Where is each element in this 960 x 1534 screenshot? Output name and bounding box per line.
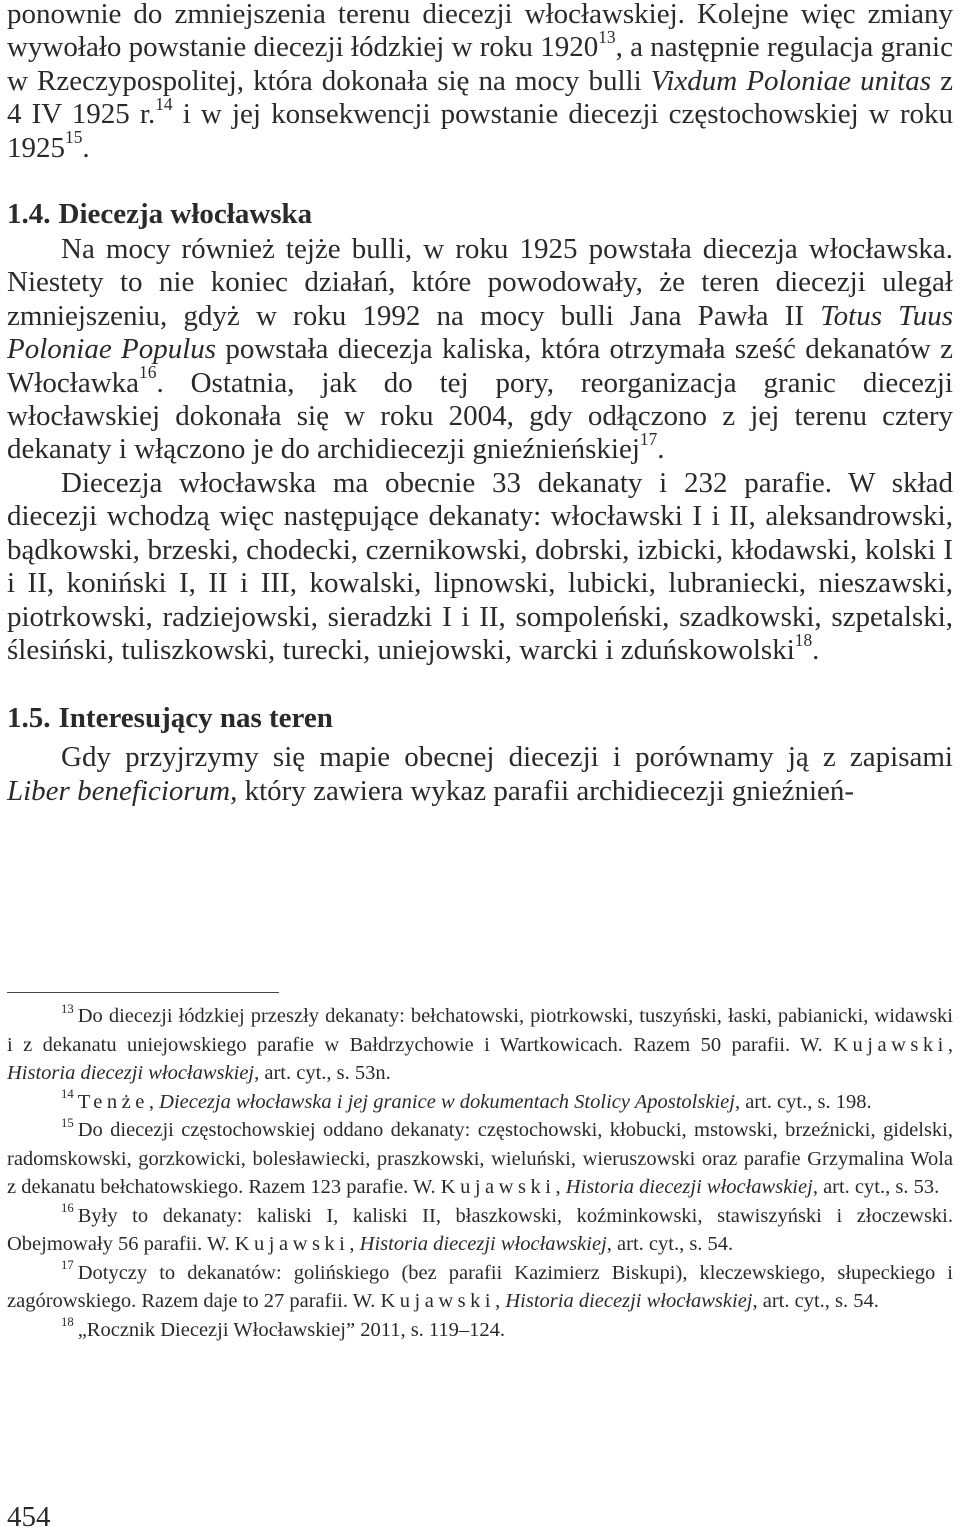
section-title: Diecezja włocławska <box>58 198 313 231</box>
footnote-number: 14 <box>61 1087 74 1102</box>
paragraph-interesujacy-teren <box>7 741 953 808</box>
text-run: „Rocznik Diecezji Włocławskiej” 2011, s. 119–124. <box>77 1318 506 1341</box>
footnote-15 <box>7 1116 953 1202</box>
section-number: 1.4. <box>7 198 51 231</box>
section-heading-1-5 <box>7 702 953 735</box>
text-run: ponownie do zmniejszenia terenu diecezji włocławskiej. Kolejne więc zmiany wywołało powstanie diecezji łódzkiej w roku 1920 <box>7 0 953 64</box>
footnote-17 <box>7 1259 953 1316</box>
text-run: . Ostatnia, jak do tej pory, reorganizacja granic diecezji włocławskiej dokonała się w roku 2004, gdy odłączono z jej terenu cztery dekanaty i włączono je do archidiecezji gnieźnieńskiej <box>7 366 953 466</box>
footnotes <box>7 1002 953 1344</box>
text-run: , <box>349 1233 360 1255</box>
text-run: , <box>947 1033 953 1056</box>
section-title: Interesujący nas teren <box>58 702 333 735</box>
author-name: Tenże <box>77 1090 149 1113</box>
work-title: Historia diecezji włocławskiej <box>565 1176 813 1198</box>
text-run: Do diecezji łódzkiej przeszły dekanaty: bełchatowski, piotrkowski, tuszyński, łaski, pabianicki, widawski i z dekanatu uniejowskiego parafie w Bałdrzychowie i Wartkowicach. Razem 50 parafii. W. <box>7 1005 953 1056</box>
footnote-16 <box>7 1202 953 1259</box>
text-run: Były to dekanaty: kaliski I, kaliski II, błaszkowski, koźminkowski, stawiszyński i złoczewski. Obejmowały 56 parafii. W. <box>7 1204 953 1255</box>
footnote-ref-13[interactable]: 13 <box>598 27 616 48</box>
author-name: Kujawski <box>440 1176 556 1198</box>
author-name: Kujawski <box>234 1233 350 1255</box>
text-run: . <box>82 131 90 164</box>
footnote-18 <box>7 1316 953 1345</box>
text-run: Do diecezji częstochowskiej oddano dekanaty: częstochowski, kłobucki, mstowski, brzeźnicki, gidelski, radomskowski, gorzkowicki, bolesławiecki, praszkowski, wieluński, wieruszowski oraz parafie Grzymalina Wola z dekanatu bełchatowskiego. Razem 123 parafie. W. <box>7 1119 953 1198</box>
work-title: Historia diecezji włocławskiej <box>505 1290 753 1312</box>
footnote-ref-16[interactable]: 16 <box>139 362 157 383</box>
paragraph-dekanaty <box>7 467 953 667</box>
text-run: Na mocy również tejże bulli, w roku 1925 powstała diecezja włocławska. Niestety to nie koniec działań, które powodowały, że teren diecezji ulegał zmniejszeniu, gdyż w roku 1992 na mocy bulli Jana Pawła II <box>7 233 953 332</box>
page-number: 454 <box>7 1501 51 1533</box>
text-run: Diecezja włocławska ma obecnie 33 dekanaty i 232 parafie. W skład diecezji wchodzą więc następujące dekanaty: włocławski I i II, aleksandrowski, bądkowski, brzeski, chodecki, czernikowski, dobrski, izbicki, kłodawski, kolski I i II, koniński I, II i III, kowalski, lipnowski, lubicki, lubraniecki, nieszawski, piotrkowski, radziejowski, sieradzki I i II, sompoleński, szadkowski, szpetalski, ślesiński, tuliszkowski, turecki, uniejowski, warcki i zduńskowolski <box>7 466 953 666</box>
section-heading-1-4 <box>7 198 953 231</box>
text-run: . <box>657 433 665 466</box>
text-run: i w jej konsekwencji powstanie diecezji częstochowskiej w roku 1925 <box>7 98 953 164</box>
footnote-14 <box>7 1088 953 1117</box>
text-run: Dotyczy to dekanatów: golińskiego (bez parafii Kazimierz Biskupi), kleczewskiego, słupeckiego i zagórowskiego. Razem daje to 27 parafii. W. <box>7 1261 953 1312</box>
footnote-divider <box>7 992 279 993</box>
text-run: , <box>555 1176 566 1198</box>
paragraph-continuation <box>7 0 953 165</box>
text-run: Gdy przyjrzymy się mapie obecnej diecezji i porównamy ją z zapisami <box>61 741 953 774</box>
text-run: , który zawiera wykaz parafii archidiecezji gnieźnień- <box>230 774 855 807</box>
bull-title: Vixdum Poloniae unitas <box>650 64 932 97</box>
text-run: , art. cyt., s. 54. <box>606 1233 734 1255</box>
text-run: , art. cyt., s. 53. <box>812 1176 940 1198</box>
text-run: . <box>812 633 820 666</box>
paragraph-diecezja-wloclawska <box>7 233 953 467</box>
bull-title: Totus Tuus Poloniae Populus <box>7 299 953 366</box>
footnote-ref-15[interactable]: 15 <box>65 127 83 148</box>
text-run: , art. cyt., s. 54. <box>752 1290 879 1312</box>
footnote-number: 15 <box>61 1115 74 1130</box>
work-title: Historia diecezji włocławskiej <box>359 1233 607 1255</box>
source-title: Liber beneficiorum <box>7 774 231 807</box>
text-run: , <box>148 1090 160 1113</box>
footnote-13 <box>7 1002 953 1088</box>
footnote-number: 17 <box>61 1258 74 1273</box>
footnote-ref-17[interactable]: 17 <box>639 429 658 450</box>
footnote-number: 13 <box>61 1001 74 1016</box>
footnote-number: 18 <box>61 1315 74 1330</box>
author-name: Kujawski <box>833 1033 948 1056</box>
page-content <box>7 0 953 808</box>
work-title: Diecezja włocławska i jej granice w dokumentach Stolicy Apostolskiej <box>159 1090 735 1113</box>
section-number: 1.5. <box>7 702 51 735</box>
footnote-number: 16 <box>61 1201 74 1216</box>
footnote-ref-18[interactable]: 18 <box>794 629 813 650</box>
author-name: Kujawski <box>380 1290 496 1312</box>
text-run: , art. cyt., s. 53n. <box>254 1062 391 1084</box>
text-run: , art. cyt., s. 198. <box>734 1090 872 1113</box>
text-run: powstała diecezja kaliska, która otrzymała sześć dekanatów z Włocławka <box>7 333 953 399</box>
work-title: Historia diecezji włocławskiej <box>7 1062 255 1084</box>
text-run: , <box>495 1290 506 1312</box>
text-run: , a następnie regulacja granic w Rzeczypospolitej, która dokonała się na mocy bulli <box>7 31 953 97</box>
footnote-ref-14[interactable]: 14 <box>155 93 173 114</box>
text-run: z 4 IV 1925 r. <box>7 64 953 131</box>
